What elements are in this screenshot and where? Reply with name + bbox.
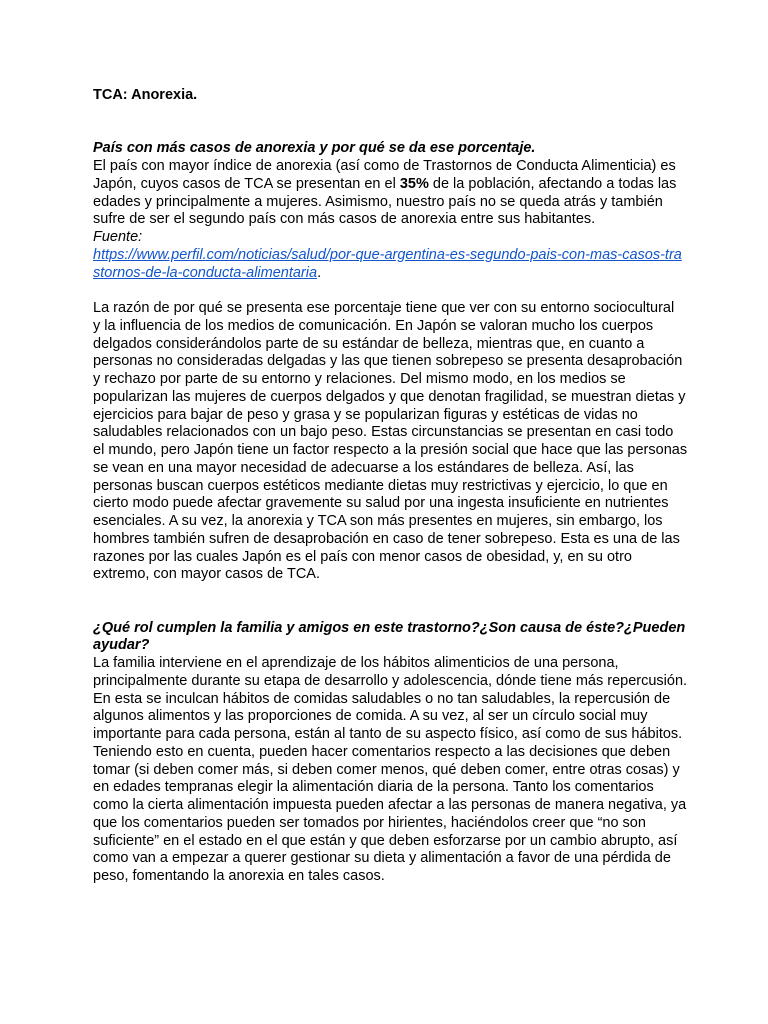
text-line: sufre de ser el segundo país con más casos de anorexia entre sus habitantes. [93, 211, 596, 228]
text-line: tomar (si deben comer más, si deben comer menos, qué deben comer, entre otras cosas) y [93, 761, 680, 778]
text-line: principalmente durante su etapa de desarrollo y adolescencia, dónde tiene más repercusión. [93, 672, 688, 689]
section2-paragraph [93, 655, 693, 886]
text-line: suficiente” en el estado en el que están y que deben esforzarse por un cambio abrupto, así [93, 832, 678, 849]
text-line: importante para cada persona, están al tanto de su aspecto físico, así como de sus hábitos. [93, 726, 683, 742]
source-link-line [93, 247, 693, 265]
text-line: y la influencia de los medios de comunicación. En Japón se valoran mucho los cuerpos [93, 317, 654, 334]
source-link-line [93, 265, 693, 283]
document-title: TCA: Anorexia. [93, 87, 198, 103]
source-label: Fuente: [93, 229, 143, 245]
text-line: peso, fomentando la anorexia en tales casos. [93, 868, 385, 884]
text-line: razones por las cuales Japón es el país con menor casos de obesidad, y, en su otro [93, 548, 632, 565]
spacer [93, 105, 693, 141]
text-line: personas no consideradas delgadas y las que tienen sobrepeso se presenta desaprobación [93, 353, 683, 370]
document-body [93, 87, 693, 886]
text-line: La familia interviene en el aprendizaje de los hábitos alimenticios de una persona, [93, 655, 619, 671]
text-line: El país con mayor índice de anorexia (así como de Trastornos de Conducta Alimenticia) es [93, 158, 676, 174]
text-line: como van a empezar a querer gestionar su dieta y alimentación a favor de una pérdida de [93, 850, 671, 867]
text-span: Japón, cuyos casos de TCA se presentan en el [93, 175, 400, 192]
section1-paragraph2 [93, 300, 693, 584]
spacer [93, 584, 693, 620]
text-span: . [317, 264, 322, 281]
text-span: de la población, afectando a todas las [428, 175, 677, 192]
text-line: saludables relacionados con un bajo peso. Estas circunstancias se presentan en casi todo [93, 424, 674, 441]
source-link[interactable]: https://www.perfil.com/noticias/salud/por-que-argentina-es-segundo-pais-con-mas-casos-tra [93, 246, 682, 263]
text-line: se vean en una mayor necesidad de adecuarse a los estándares de belleza. Así, las [93, 459, 634, 476]
percentage-bold: 35% [399, 175, 429, 192]
text-line: en edades tempranas elegir la alimentación diaria de la persona. Tanto los comentarios [93, 779, 654, 796]
text-line: el mundo, pero Japón tiene un factor respecto a la presión social que hace que las personas [93, 442, 688, 458]
text-line: popularizan las mujeres de cuerpos delgados y que denotan fragilidad, se muestran dietas y [93, 388, 686, 405]
text-line: algunos alimentos y las proporciones de comida. A su vez, al ser un círculo social muy [93, 708, 648, 725]
text-line: ejercicios para bajar de peso y grasa y se popularizan figuras y estéticas de vidas no [93, 406, 638, 423]
text-line: cierto modo puede afectar gravemente su salud por una ingesta insuficiente en nutrientes [93, 495, 669, 512]
text-line: edades y principalmente a mujeres. Asimismo, nuestro país no se queda atrás y también [93, 193, 663, 210]
section1-paragraph1 [93, 158, 693, 229]
section2-heading-continued: ayudar? [93, 637, 150, 654]
section2-heading: ¿Qué rol cumplen la familia y amigos en este trastorno?¿Son causa de éste?¿Pueden [93, 619, 686, 636]
text-line: esenciales. A su vez, la anorexia y TCA son más presentes en mujeres, sin embargo, los [93, 513, 663, 529]
section1-heading: País con más casos de anorexia y por qué se da ese porcentaje. [93, 140, 536, 157]
text-line: y rechazo por parte de su entorno y relaciones. Del mismo modo, en los medios se [93, 371, 626, 387]
text-line: que los comentarios pueden ser tomados por hirientes, haciéndolos creer que “no son [93, 814, 646, 831]
source-link-continued[interactable]: stornos-de-la-conducta-alimentaria [93, 264, 318, 281]
text-line: La razón de por qué se presenta ese porcentaje tiene que ver con su entorno sociocultural [93, 300, 675, 316]
text-line: extremo, con mayor casos de TCA. [93, 566, 320, 583]
spacer [93, 282, 693, 300]
text-line: como la cierta alimentación impuesta pueden afectar a las personas de manera negativa, ya [93, 797, 687, 813]
text-line: personas buscan cuerpos estéticos mediante dietas muy restrictivas y ejercicio, lo que en [93, 477, 668, 494]
text-line: delgados considerándolos parte de su estándar de belleza, mientras que, en cuanto a [93, 335, 645, 352]
text-line [93, 176, 693, 194]
text-line: Teniendo esto en cuenta, pueden hacer comentarios respecto a las decisiones que deben [93, 743, 671, 760]
text-line: hombres también sufren de desaprobación en caso de tener sobrepeso. Esta es una de las [93, 530, 680, 547]
text-line: En esta se inculcan hábitos de comidas saludables o no tan saludables, la repercusión de [93, 690, 671, 707]
